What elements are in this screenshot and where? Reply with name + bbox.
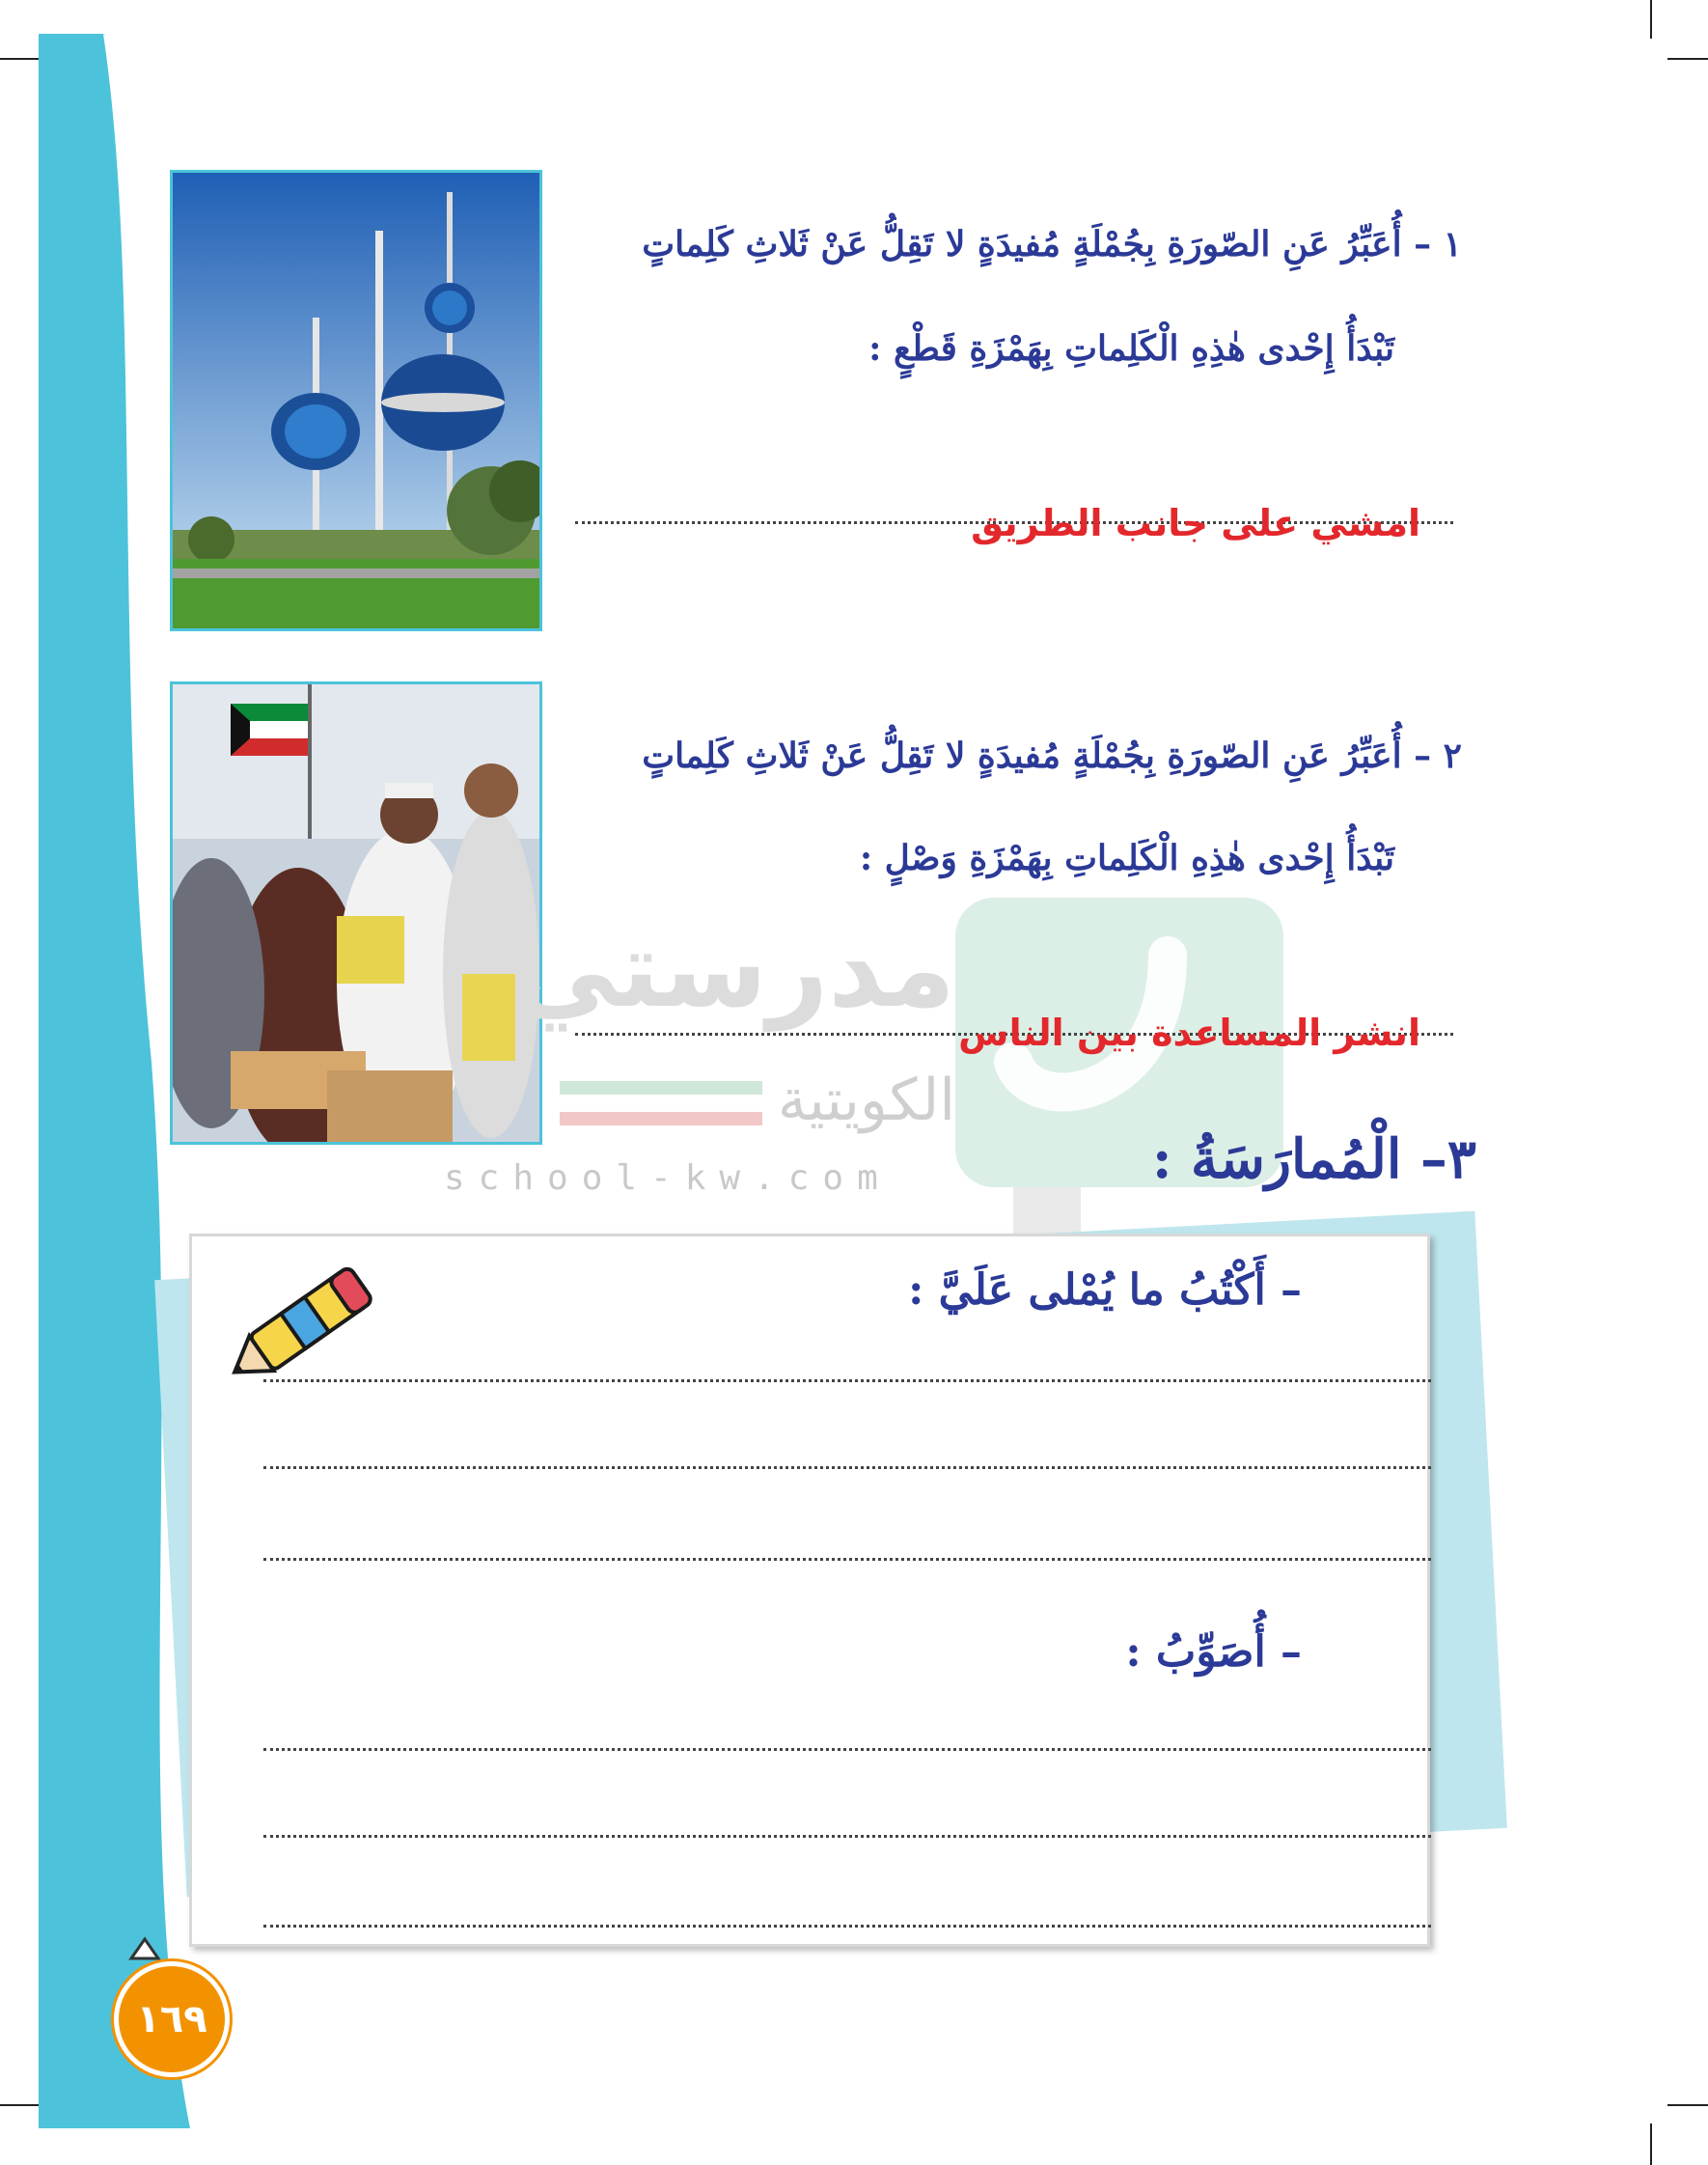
- exercise-2-answer: انشر المساعدة بين الناس: [958, 1012, 1420, 1054]
- correction-prompt: – أُصَوِّبُ :: [1125, 1627, 1302, 1677]
- writing-line: [263, 1379, 1431, 1382]
- exercise-2-line-2: تَبْدَأُ إِحْدى هٰذِهِ الْكَلِماتِ بِهَمْزَةِ وَصْلٍ :: [859, 838, 1394, 878]
- watermark: [434, 869, 1303, 1255]
- crop-mark: [1667, 2104, 1708, 2106]
- exercise-1-line-2: تَبْدَأُ إِحْدى هٰذِهِ الْكَلِماتِ بِهَمْزَةِ قَطْعٍ :: [868, 328, 1394, 369]
- pencil-icon: [221, 1256, 395, 1381]
- page-number: ١٦٩: [114, 1961, 230, 2077]
- crop-mark: [1667, 58, 1708, 60]
- writing-line: [263, 1925, 1431, 1928]
- writing-line: [263, 1835, 1431, 1838]
- watermark-url: school-kw.com: [444, 1158, 892, 1198]
- crop-mark: [1650, 2123, 1652, 2165]
- writing-line: [263, 1558, 1431, 1561]
- watermark-brand: مدرستي: [511, 907, 955, 1031]
- writing-line: [263, 1466, 1431, 1469]
- practice-card: [189, 1234, 1430, 1947]
- dictation-prompt: – أَكْتُبُ ما يُمْلى عَلَيَّ :: [908, 1265, 1302, 1315]
- section-3-title: ٣– الْمُمارَسَةُ :: [1151, 1127, 1476, 1191]
- kuwait-towers-photo: [170, 170, 542, 631]
- crop-mark: [1650, 0, 1652, 39]
- watermark-country: الكويتية: [777, 1067, 955, 1134]
- exercise-2-line-1: ٢ – أُعَبِّرُ عَنِ الصّورَةِ بِجُمْلَةٍ مُفيدَةٍ لا تَقِلُّ عَنْ ثَلاثِ كَلِماتٍ: [642, 736, 1462, 776]
- exercise-1-line-1: ١ – أُعَبِّرُ عَنِ الصّورَةِ بِجُمْلَةٍ مُفيدَةٍ لا تَقِلُّ عَنْ ثَلاثِ كَلِماتٍ: [642, 224, 1462, 264]
- page-number-decoration: [125, 1935, 164, 1964]
- writing-line: [263, 1748, 1431, 1751]
- exercise-1-answer: امشي على جانب الطريق: [971, 502, 1420, 544]
